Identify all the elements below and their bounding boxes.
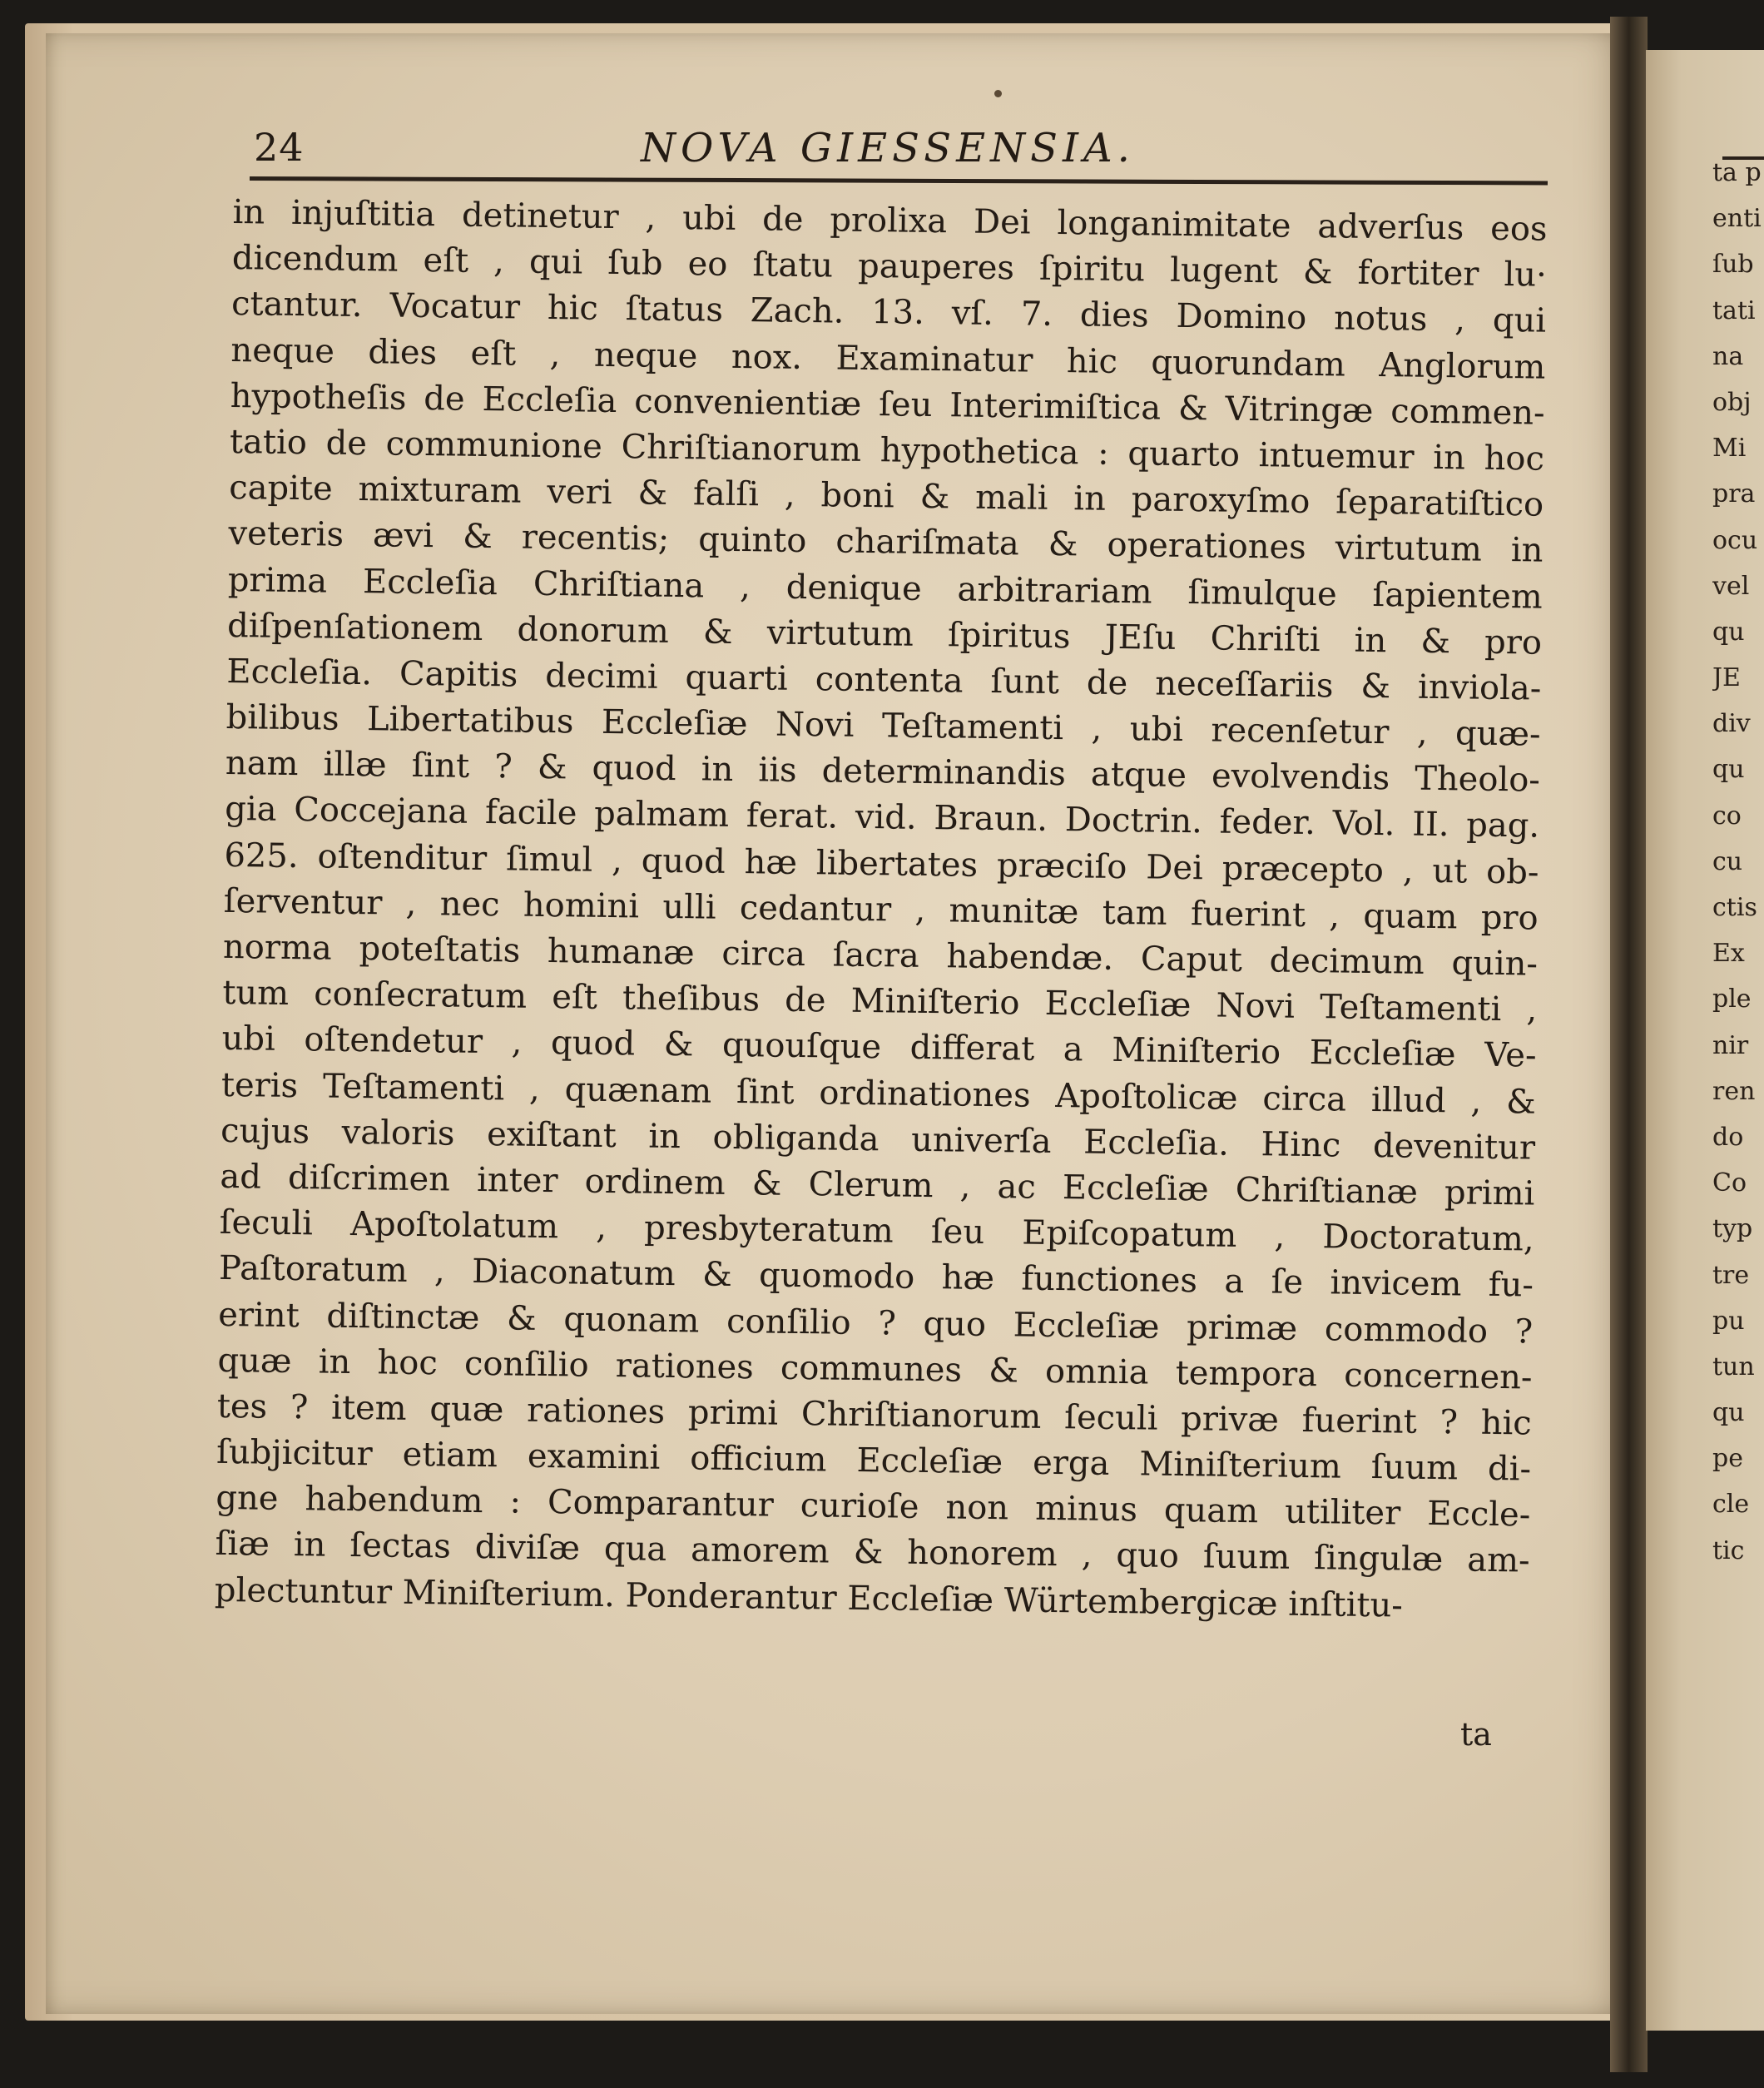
facing-text-fragment: ocu [1712, 525, 1758, 555]
facing-text-fragment: cle [1712, 1490, 1750, 1520]
facing-text-fragment: ta p [1712, 158, 1762, 187]
facing-text-fragment: na [1712, 341, 1744, 371]
text-line: tes ? item quæ rationes primi Chriſtianorum ſeculi privæ fuerint ? hic [216, 1386, 1533, 1443]
book-gutter [1610, 17, 1648, 2072]
text-line: 625. oſtenditur ſimul , quod hæ libertates præciſo Dei præcepto , ut ob- [224, 836, 1539, 892]
text-line: erint diſtinctæ & quonam conſilio ? quo Eccleſiæ primæ commodo ? [218, 1295, 1534, 1351]
text-line: gne habendum : Comparantur curioſe non minus quam utiliter Eccle- [216, 1479, 1531, 1535]
text-line: tatio de communione Chriſtianorum hypothetica : quarto intuemur in hoc [229, 422, 1545, 479]
text-line: Eccleſia. Capitis decimi quarti contenta ſunt de neceſſariis & inviola- [226, 652, 1542, 708]
facing-text-fragment: pu [1712, 1306, 1745, 1336]
facing-text-fragment: qu [1712, 617, 1745, 647]
facing-text-fragment: ren [1712, 1076, 1756, 1106]
page-header [254, 125, 1552, 175]
text-line: tum conſecratum eſt theſibus de Miniſterio Eccleſiæ Novi Teſtamenti , [222, 974, 1538, 1029]
text-line: ſiæ in ſectas diviſæ qua amorem & honorem , quo ſuum ſingulæ am- [215, 1525, 1530, 1580]
catchword: ta [1460, 1716, 1492, 1753]
text-line: ſubjicitur etiam examini officium Eccleſiæ erga Miniſterium ſuum di- [216, 1432, 1532, 1489]
text-line: ſerventur , nec homini ulli cedantur , munitæ tam fuerint , quam pro [223, 881, 1539, 938]
text-line: teris Teſtamenti , quænam ſint ordinationes Apoſtolicæ circa illud , & [220, 1065, 1537, 1122]
facing-text-fragment: Mi [1712, 434, 1747, 464]
facing-text-fragment: JE [1712, 663, 1741, 693]
text-line: diſpenſationem donorum & virtutum ſpiritus JEſu Chriſti in & pro [226, 606, 1543, 662]
text-line: neque dies eſt , neque nox. Examinatur hic quorundam Anglorum [230, 330, 1546, 387]
text-line: hypotheſis de Eccleſia convenientiæ ſeu Interimiſtica & Vitringæ commen- [230, 376, 1545, 433]
facing-text-fragment: pra [1712, 479, 1756, 509]
facing-text-fragment: Co [1712, 1168, 1747, 1198]
running-title: NOVA GIESSENSIA. [641, 125, 1135, 171]
facing-text-fragment: pe [1712, 1444, 1743, 1474]
text-line: veteris ævi & recentis; quinto chariſmata & operationes virtutum in [228, 514, 1544, 570]
text-line: norma poteſtatis humanæ circa ſacra habendæ. Caput decimum quin- [222, 927, 1539, 984]
facing-text-fragment: tic [1712, 1535, 1745, 1565]
ink-speck [994, 90, 1002, 97]
facing-text-fragment: ſub [1712, 250, 1754, 280]
text-line: plectuntur Miniſterium. Ponderantur Eccleſiæ Würtembergicæ inſtitu- [214, 1570, 1404, 1625]
facing-text-fragment: nir [1712, 1030, 1749, 1060]
facing-page-text [1712, 150, 1764, 1574]
facing-text-fragment: Ex [1712, 939, 1745, 969]
facing-text-fragment: ctis [1712, 893, 1757, 922]
text-line: ctantur. Vocatur hic ſtatus Zach. 13. vſ. 7. dies Domino notus , qui [230, 285, 1547, 341]
facing-text-fragment: tre [1712, 1260, 1750, 1290]
text-line: ubi oſtendetur , quod & quouſque differat a Miniſterio Eccleſiæ Ve- [221, 1019, 1537, 1075]
text-line: ſeculi Apoſtolatum , presbyteratum ſeu Epiſcopatum , Doctoratum, [219, 1203, 1534, 1259]
text-line: Paſtoratum , Diaconatum & quomodo hæ functiones a ſe invicem fu- [218, 1249, 1534, 1305]
facing-text-fragment: tun [1712, 1351, 1755, 1381]
facing-text-fragment: vel [1712, 571, 1750, 601]
body-text [215, 190, 1548, 1630]
text-line: gia Coccejana facile palmam ferat. vid. Braun. Doctrin. feder. Vol. II. pag. [224, 790, 1540, 846]
text-line: in injuſtitia detinetur , ubi de prolixa Dei longanimitate adverſus eos [232, 192, 1548, 249]
facing-text-fragment: obj [1712, 387, 1752, 417]
facing-text-fragment: qu [1712, 755, 1745, 785]
facing-text-fragment: tati [1712, 295, 1756, 325]
page-number: 24 [254, 125, 305, 170]
facing-text-fragment: enti [1712, 204, 1762, 234]
text-line: dicendum eſt , qui ſub eo ſtatu pauperes ſpiritu lugent & fortiter lu· [231, 239, 1548, 295]
facing-text-fragment: cu [1712, 846, 1743, 876]
text-line: ad diſcrimen inter ordinem & Clerum , ac Eccleſiæ Chriſtianæ primi [220, 1157, 1535, 1213]
facing-text-fragment: do [1712, 1122, 1744, 1152]
text-line: capite mixturam veri & falſi , boni & mali in paroxyſmo ſeparatiſtico [229, 469, 1544, 524]
facing-text-fragment: ple [1712, 984, 1752, 1014]
text-line: prima Eccleſia Chriſtiana , denique arbitrariam ſimulque ſapientem [227, 560, 1544, 617]
facing-text-fragment: qu [1712, 1398, 1745, 1428]
facing-text-fragment: div [1712, 709, 1751, 739]
facing-text-fragment: co [1712, 801, 1742, 831]
text-line: cujus valoris exiſtant in obliganda univerſa Eccleſia. Hinc devenitur [220, 1111, 1536, 1168]
text-line: bilibus Libertatibus Eccleſiæ Novi Teſtamenti , ubi recenſetur , quæ- [225, 698, 1541, 754]
text-line: quæ in hoc conſilio rationes communes & omnia tempora concernen- [217, 1341, 1533, 1397]
text-line: nam illæ ſint ? & quod in iis determinandis atque evolvendis Theolo- [225, 744, 1541, 800]
facing-text-fragment: typ [1712, 1214, 1753, 1244]
